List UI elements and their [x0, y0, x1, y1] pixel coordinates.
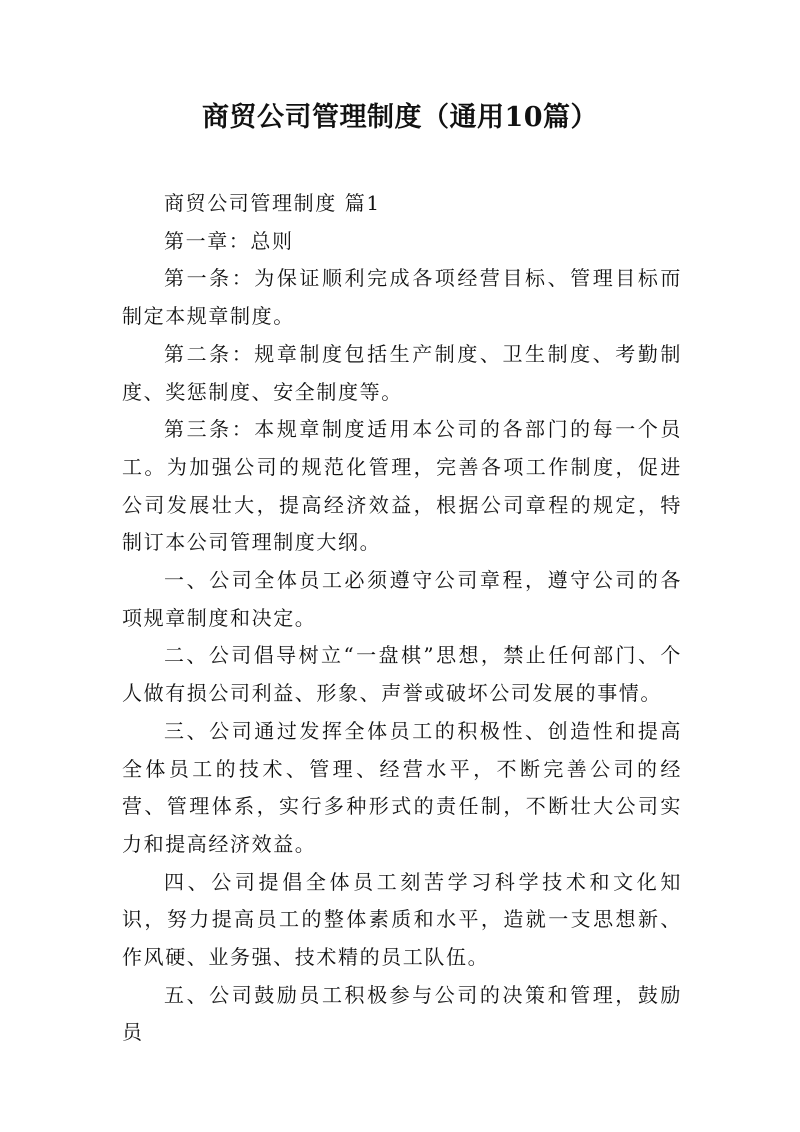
section-heading: 商贸公司管理制度 篇1: [164, 191, 381, 215]
article-1-paragraph: 第一条：为保证顺利完成各项经营目标、管理目标而制定本规章制度。: [122, 266, 682, 329]
item-1-paragraph: 一、公司全体员工必须遵守公司章程，遵守公司的各项规章制度和决定。: [122, 568, 682, 630]
article-2-paragraph: 第二条：规章制度包括生产制度、卫生制度、考勤制度、奖惩制度、安全制度等。: [122, 341, 682, 404]
item-2-paragraph: 二、公司倡导树立“一盘棋”思想，禁止任何部门、个人做有损公司利益、形象、声誉或破坏公司发展的事情。: [122, 643, 682, 706]
chapter-heading: 第一章：总则: [164, 228, 294, 253]
document-title: 商贸公司管理制度（通用10篇）: [201, 102, 599, 133]
item-5-paragraph: 五、公司鼓励员工积极参与公司的决策和管理，鼓励员: [122, 982, 682, 1045]
item-3-paragraph: 三、公司通过发挥全体员工的积极性、创造性和提高全体员工的技术、管理、经营水平，不断完善公司的经营、管理体系，实行多种形式的责任制，不断壮大公司实力和提高经济效益。: [122, 718, 682, 856]
document-body: [122, 185, 682, 1052]
item-4-paragraph: 四、公司提倡全体员工刻苦学习科学技术和文化知识，努力提高员工的整体素质和水平，造就一支思想新、作风硬、业务强、技术精的员工队伍。: [122, 869, 682, 970]
article-3-paragraph: 第三条：本规章制度适用本公司的各部门的每一个员工。为加强公司的规范化管理，完善各项工作制度，促进公司发展壮大，提高经济效益，根据公司章程的规定，特制订本公司管理制度大纲。: [122, 417, 682, 555]
